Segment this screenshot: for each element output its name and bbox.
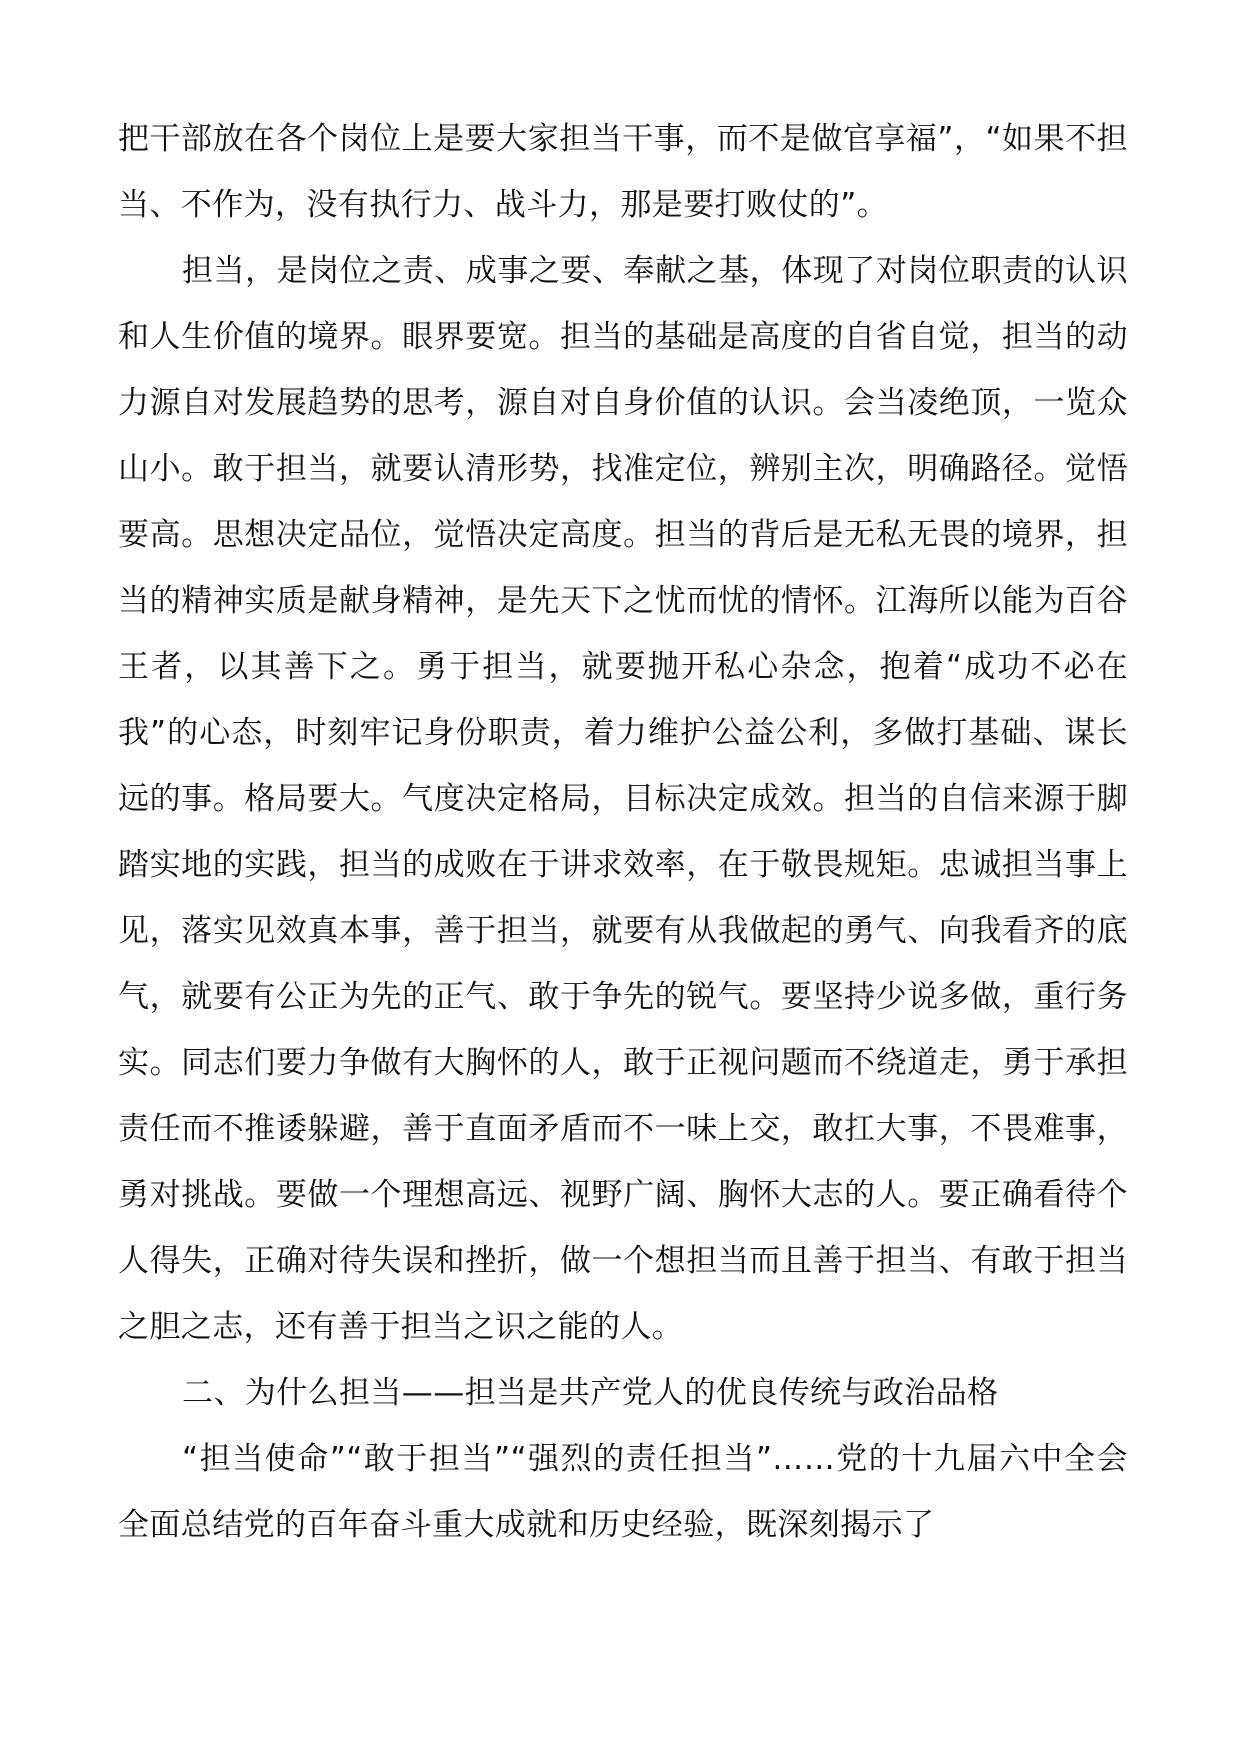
paragraph-plenum: “担当使命”“敢于担当”“强烈的责任担当”……党的十九届六中全会全面总结党的百年奋斗重大成就和历史经验，既深刻揭示了 — [118, 1441, 1128, 1543]
paragraph-continuation: 把干部放在各个岗位上是要大家担当干事，而不是做官享福”，“如果不担当、不作为，没有执行力、战斗力，那是要打败仗的”。 — [118, 121, 1128, 223]
section-heading: 二、为什么担当——担当是共产党人的优良传统与政治品格 — [182, 1375, 999, 1411]
document-body — [118, 106, 1128, 1558]
paragraph-responsibility: 担当，是岗位之责、成事之要、奉献之基，体现了对岗位职责的认识和人生价值的境界。眼界要宽。担当的基础是高度的自省自觉，担当的动力源自对发展趋势的思考，源自对自身价值的认识。会当凌绝顶，一览众山小。敢于担当，就要认清形势，找准定位，辨别主次，明确路径。觉悟要高。思想决定品位，觉悟决定高度。担当的背后是无私无畏的境界，担当的精神实质是献身精神，是先天下之忧而忧的情怀。江海所以能为百谷王者，以其善下之。勇于担当，就要抛开私心杂念，抱着“成功不必在我”的心态，时刻牢记身份职责，着力维护公益公利，多做打基础、谋长远的事。格局要大。气度决定格局，目标决定成效。担当的自信来源于脚踏实地的实践，担当的成败在于讲求效率，在于敬畏规矩。忠诚担当事上见，落实见效真本事，善于担当，就要有从我做起的勇气、向我看齐的底气，就要有公正为先的正气、敢于争先的锐气。要坚持少说多做，重行务实。同志们要力争做有大胸怀的人，敢于正视问题而不绕道走，勇于承担责任而不推诿躲避，善于直面矛盾而不一味上交，敢扛大事，不畏难事，勇对挑战。要做一个理想高远、视野广阔、胸怀大志的人。要正确看待个人得失，正确对待失误和挫折，做一个想担当而且善于担当、有敢于担当之胆之志，还有善于担当之识之能的人。 — [118, 253, 1128, 1345]
